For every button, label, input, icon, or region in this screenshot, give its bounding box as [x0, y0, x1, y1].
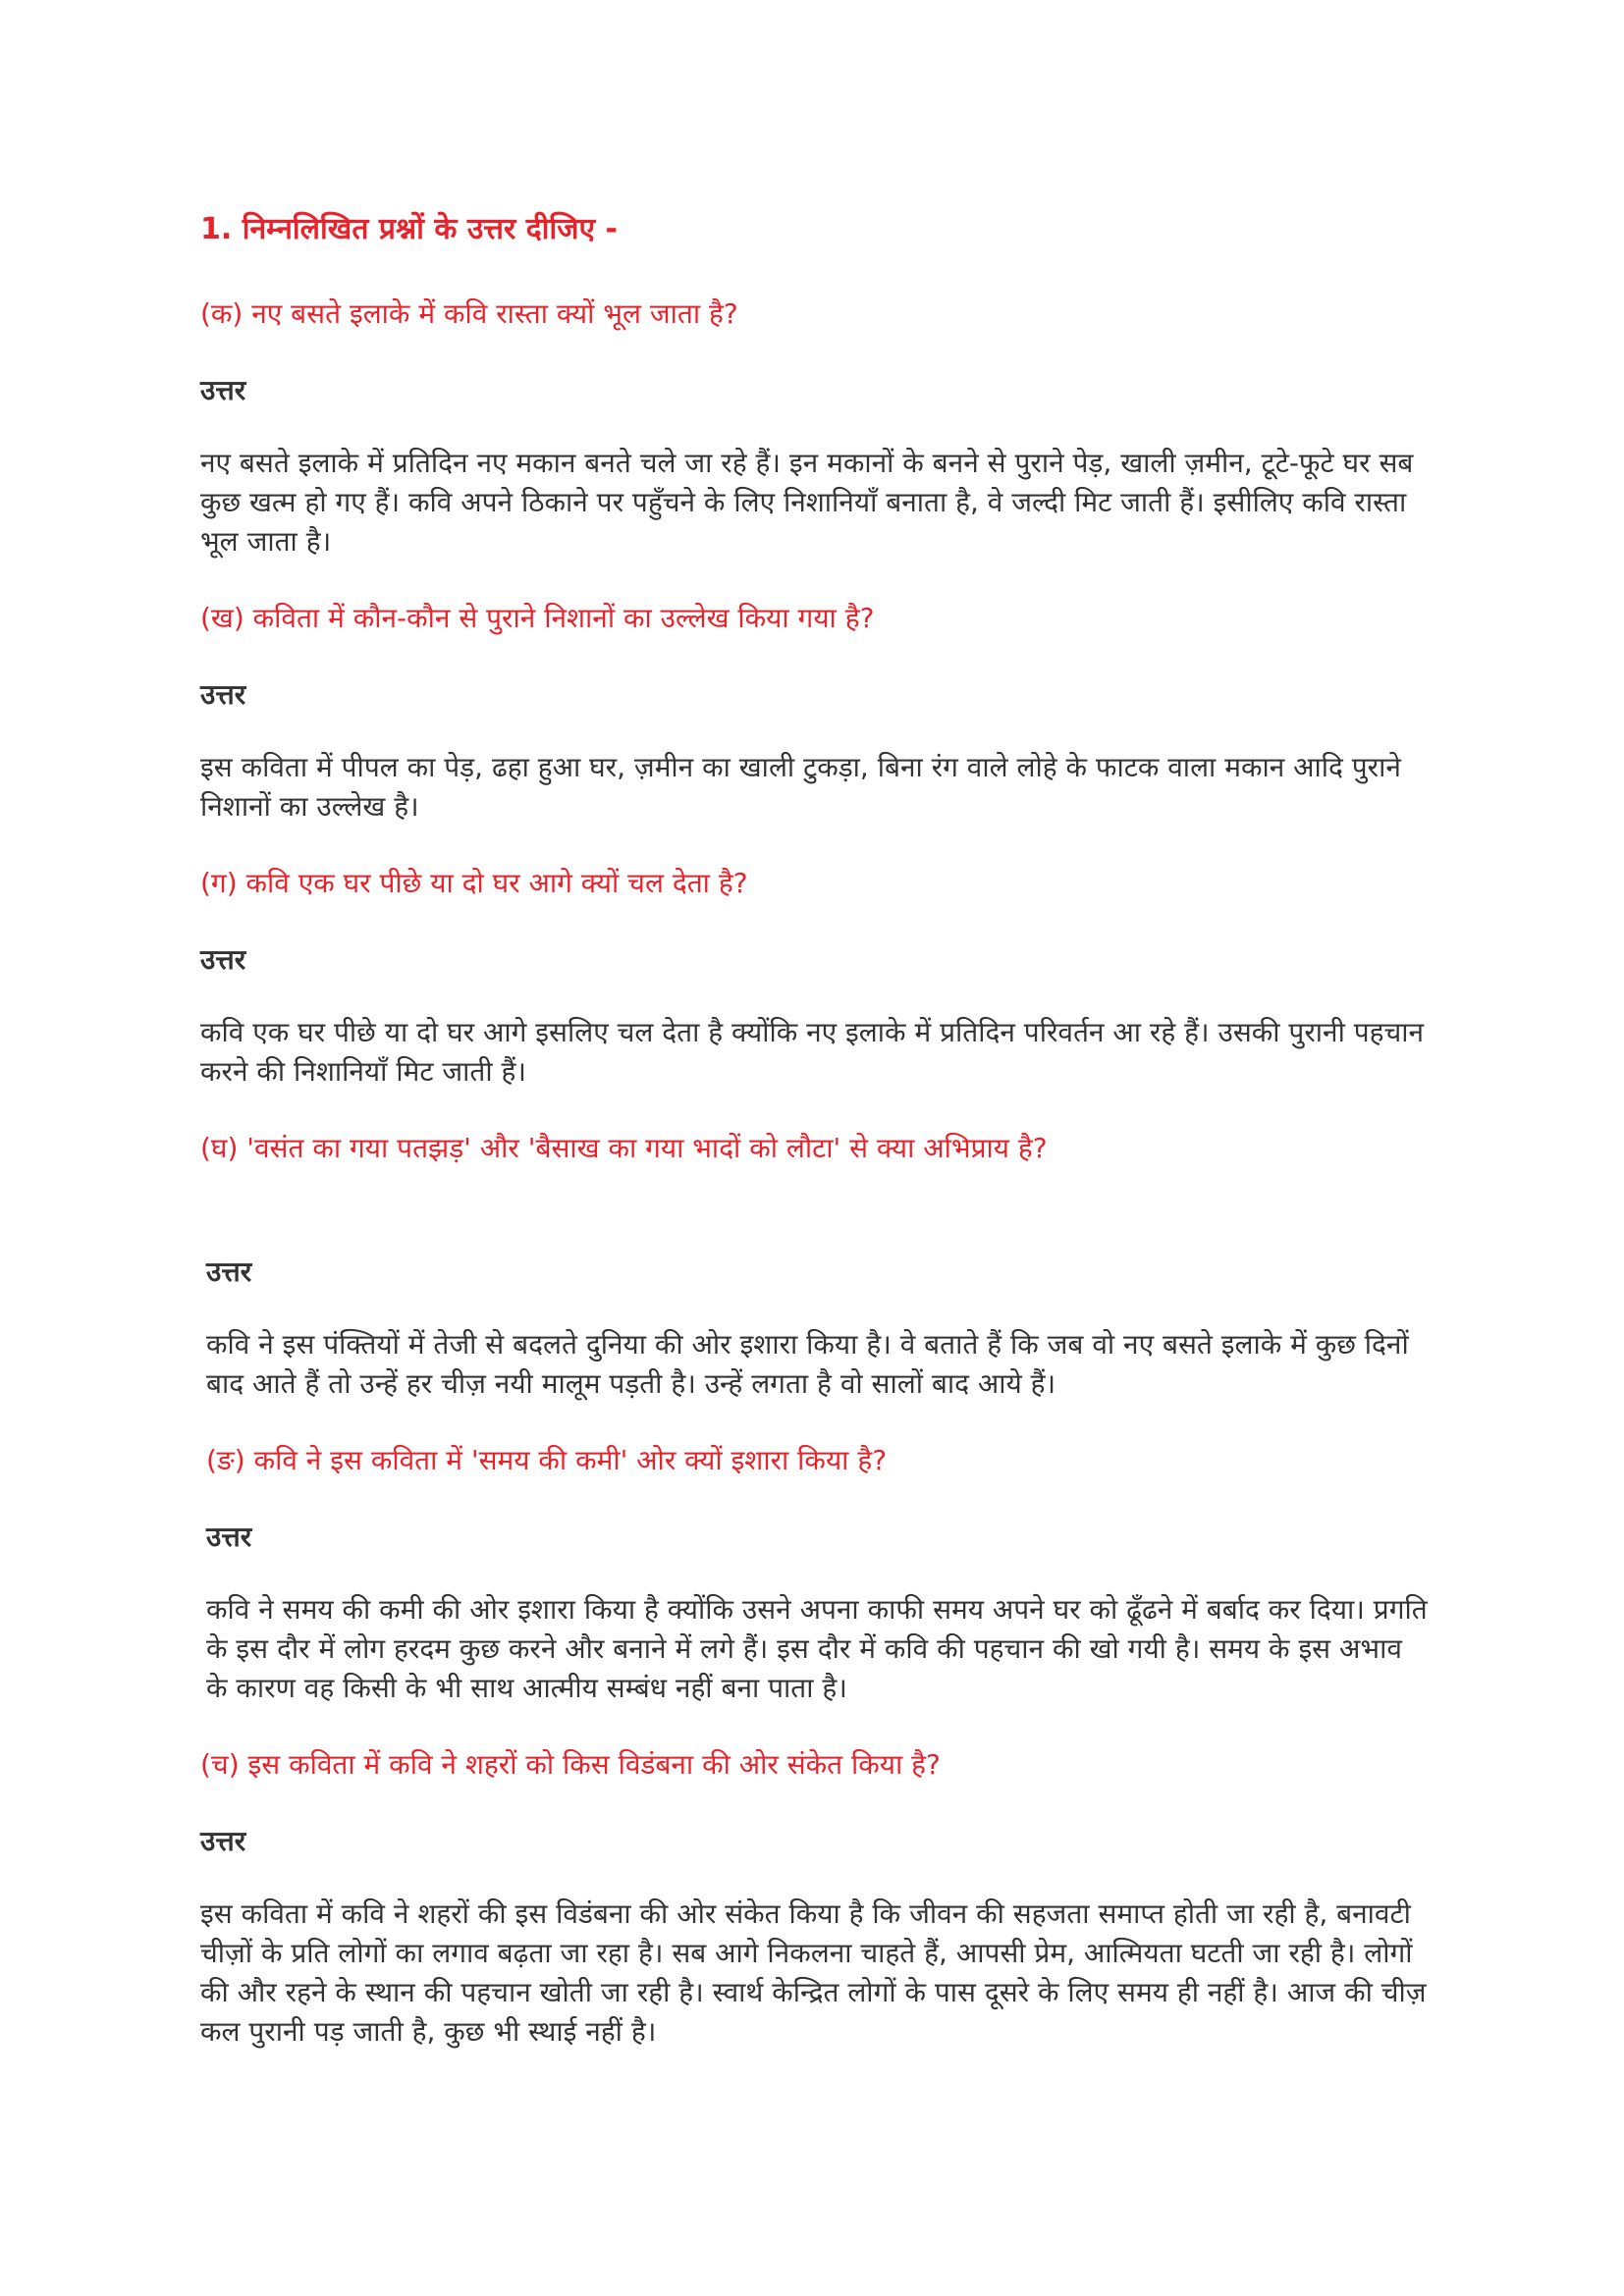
- answer-cha: इस कविता में कवि ने शहरों की इस विडंबना की ओर संकेत किया है कि जीवन की सहजता समाप्त होती जा रही है, बनावटी चीज़ों के प्रति लोगों का लगाव बढ़ता जा रहा है। सब आगे निकलना चाहते हैं, आपसी प्रेम, आत्मियता घटती जा रही है। लोगों की और रहने के स्थान की पहचान खोती जा रही है। स्वार्थ केन्द्रित लोगों के पास दूसरे के लिए समय ही नहीं है। आज की चीज़ कल पुरानी पड़ जाती है, कुछ भी स्थाई नहीं है।: [200, 1897, 1427, 2048]
- question-cha: (च) इस कविता में कवि ने शहरों को किस विडंबना की ओर संकेत किया है?: [200, 1748, 941, 1781]
- qa-item-gha: [200, 1129, 1428, 1404]
- answer-label: उत्तर: [200, 678, 246, 711]
- qa-item-ga: [200, 864, 1428, 1092]
- answer-ga: कवि एक घर पीछे या दो घर आगे इसलिए चल देता है क्योंकि नए इलाके में प्रतिदिन परिवर्तन आ रहे हैं। उसकी पुरानी पहचान करने की निशानियाँ मिट जाती हैं।: [200, 1016, 1425, 1088]
- qa-item-kha: [200, 599, 1428, 827]
- question-ka: (क) नए बसते इलाके में कवि रास्ता क्यों भूल जाता है?: [200, 297, 738, 330]
- qa-item-nga: [200, 1441, 1428, 1708]
- spacer: [200, 1205, 1428, 1253]
- answer-ka: नए बसते इलाके में प्रतिदिन नए मकान बनते चले जा रहे हैं। इन मकानों के बनने से पुराने पेड़, खाली ज़मीन, टूटे-फूटे घर सब कुछ खत्म हो गए हैं। कवि अपने ठिकाने पर पहुँचने के लिए निशानियाँ बनाता है, वे जल्दी मिट जाती हैं। इसीलिए कवि रास्ता भूल जाता है।: [200, 447, 1414, 558]
- document-page: [200, 210, 1428, 2089]
- answer-label: उत्तर: [200, 374, 246, 406]
- answer-label: उत्तर: [200, 1825, 246, 1857]
- answer-label: उत्तर: [206, 1521, 252, 1553]
- answer-label: उत्तर: [206, 1255, 252, 1288]
- qa-item-cha: [200, 1745, 1428, 2052]
- question-gha: (घ) 'वसंत का गया पतझड़' और 'बैसाख का गया भादों को लौटा' से क्या अभिप्राय है?: [200, 1132, 1048, 1164]
- answer-label: उत्तर: [200, 943, 246, 976]
- question-ga: (ग) कवि एक घर पीछे या दो घर आगे क्यों चल देता है?: [200, 867, 748, 899]
- question-kha: (ख) कविता में कौन-कौन से पुराने निशानों का उल्लेख किया गया है?: [200, 602, 875, 634]
- question-nga: (ङ) कवि ने इस कविता में 'समय की कमी' ओर क्यों इशारा किया है?: [206, 1444, 888, 1476]
- qa-item-ka: [200, 294, 1428, 561]
- answer-kha: इस कविता में पीपल का पेड़, ढहा हुआ घर, ज़मीन का खाली टुकड़ा, बिना रंग वाले लोहे के फाटक वाला मकान आदि पुराने निशानों का उल्लेख है।: [200, 751, 1401, 823]
- answer-nga: कवि ने समय की कमी की ओर इशारा किया है क्योंकि उसने अपना काफी समय अपने घर को ढूँढने में बर्बाद कर दिया। प्रगति के इस दौर में लोग हरदम कुछ करने और बनाने में लगे हैं। इस दौर में कवि की पहचान की खो गयी है। समय के इस अभाव के कारण वह किसी के भी साथ आत्मीय सम्बंध नहीं बना पाता है।: [206, 1593, 1428, 1704]
- section-heading: 1. निम्नलिखित प्रश्नों के उत्तर दीजिए -: [200, 212, 618, 246]
- answer-gha: कवि ने इस पंक्तियों में तेजी से बदलते दुनिया की ओर इशारा किया है। वे बताते हैं कि जब वो नए बसते इलाके में कुछ दिनों बाद आते हैं तो उन्हें हर चीज़ नयी मालूम पड़ती है। उन्हें लगता है वो सालों बाद आये हैं।: [206, 1328, 1409, 1400]
